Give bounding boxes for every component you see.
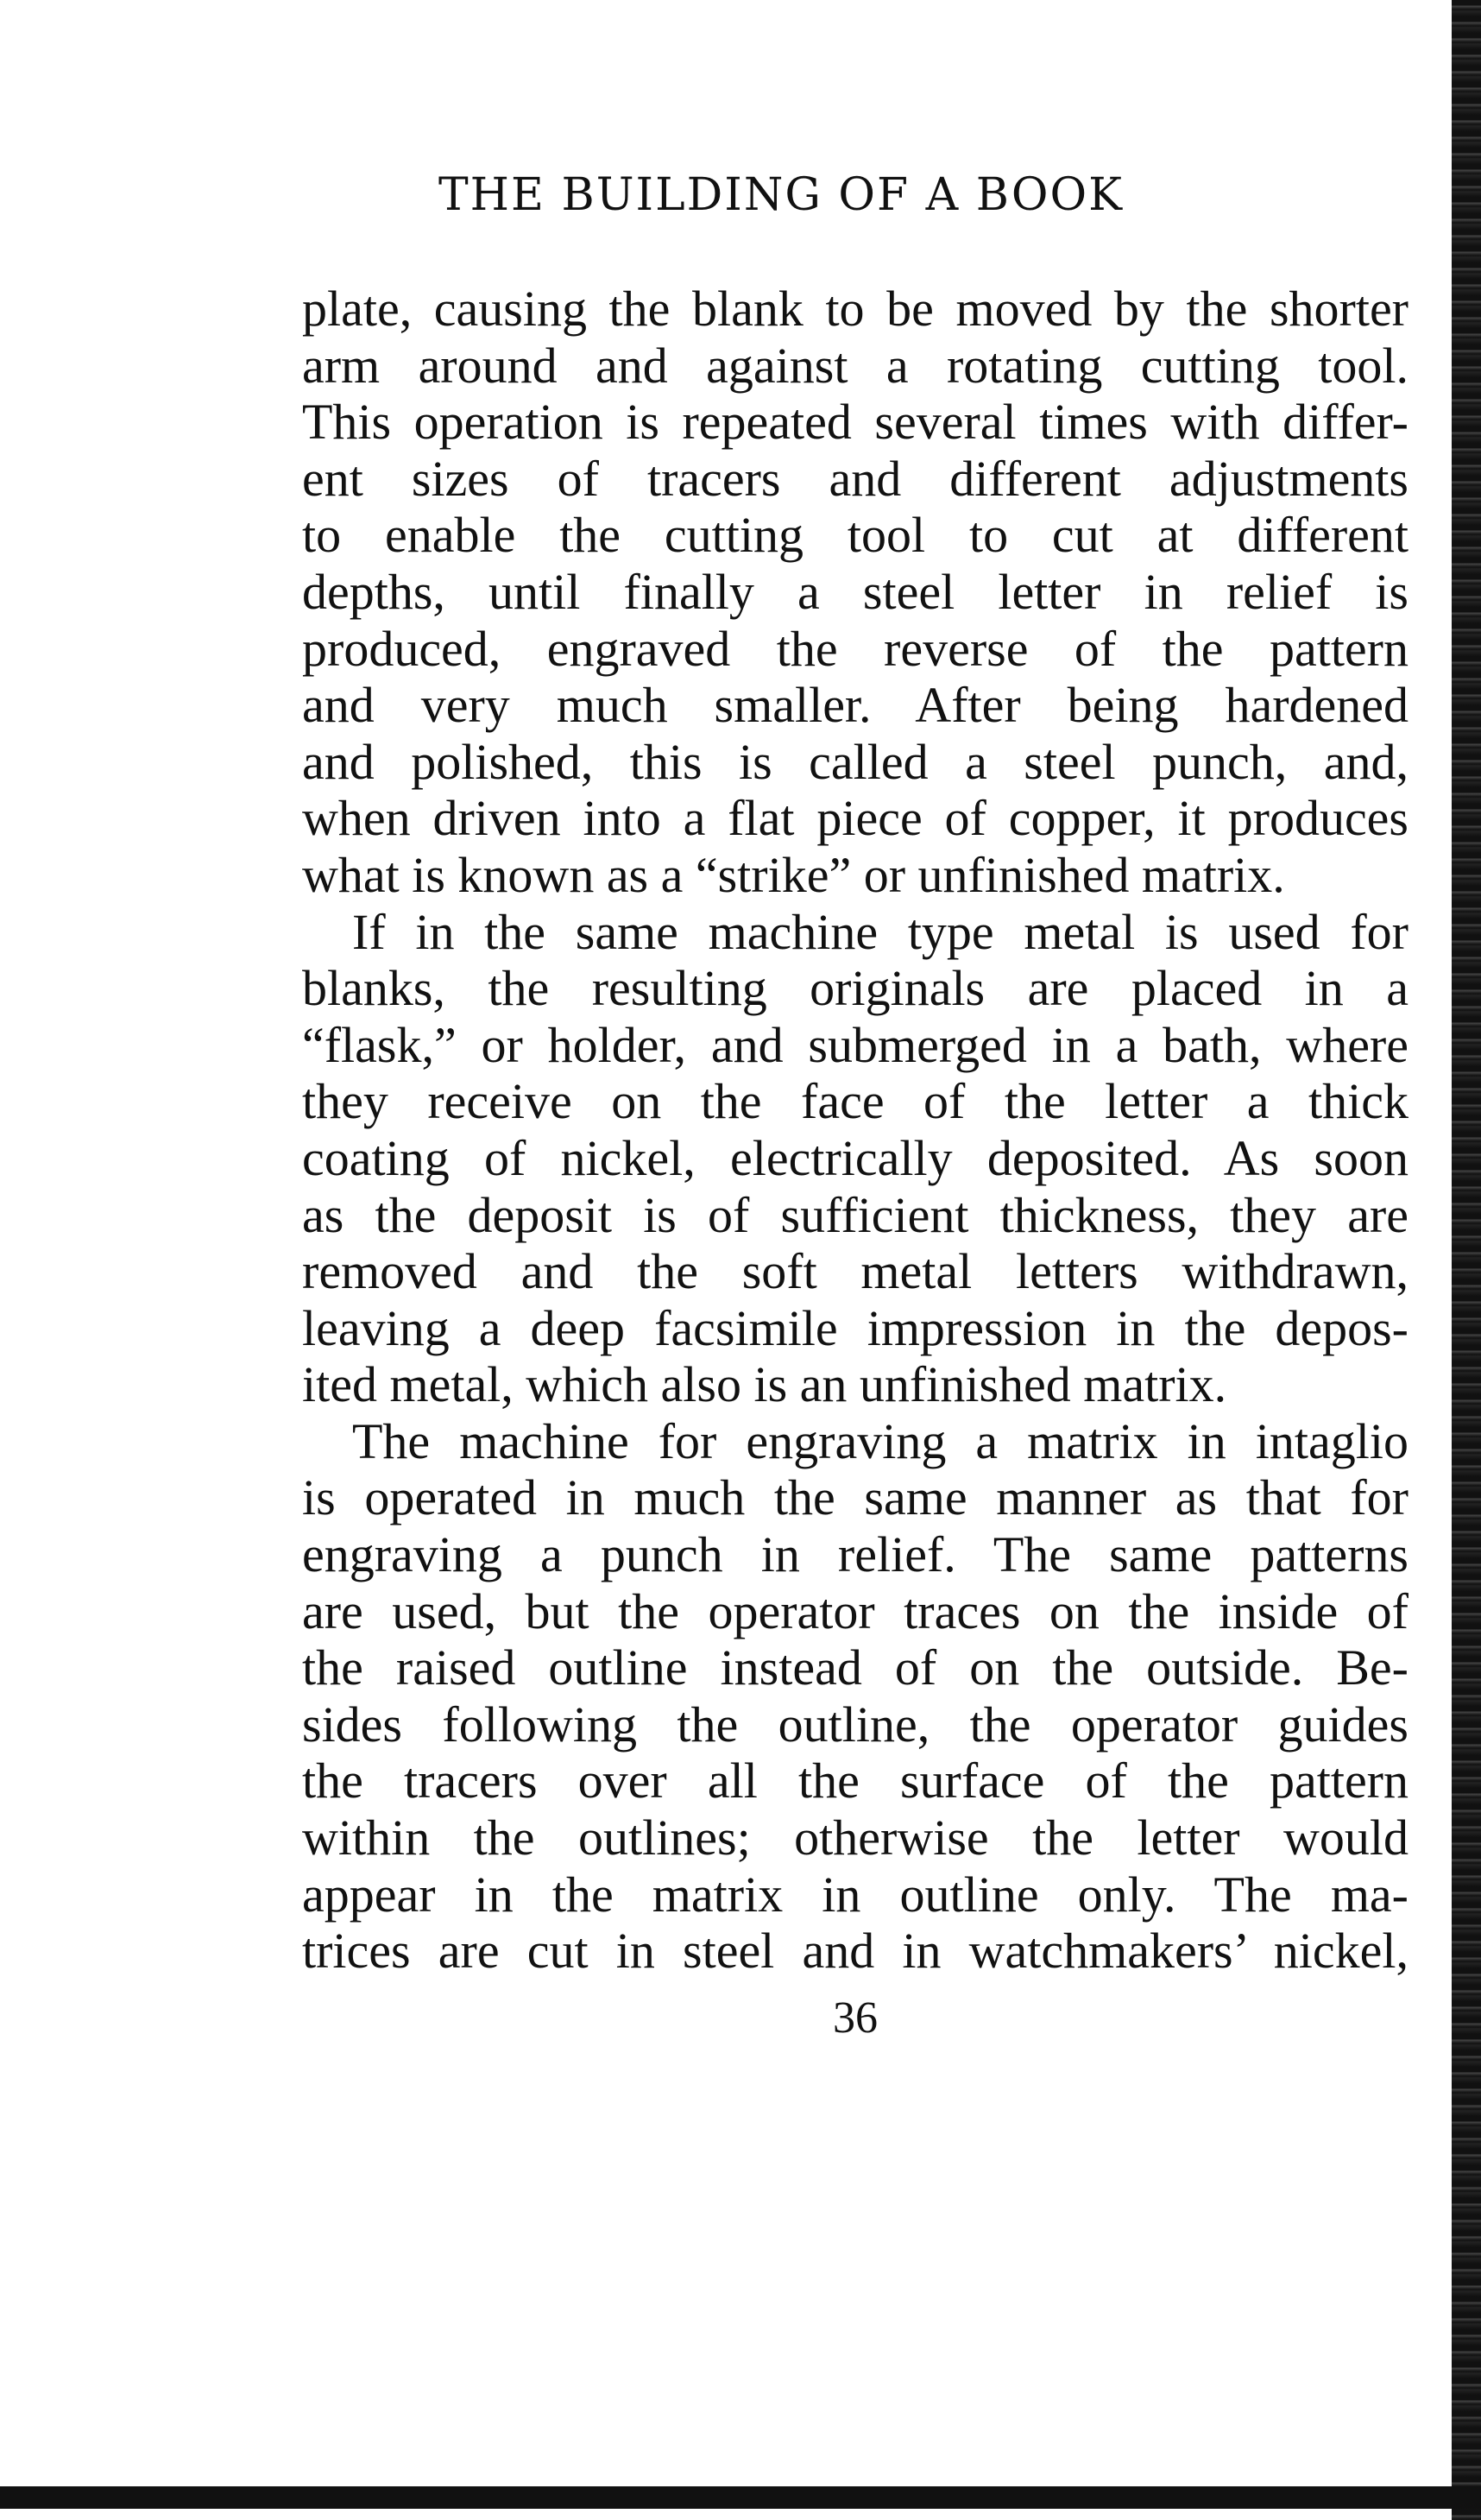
text-line: ited metal, which also is an unfinished matrix. <box>302 1356 1227 1413</box>
text-line: arm around and against a rotating cutting tool. <box>302 337 1409 394</box>
text-line: is operated in much the same manner as that for <box>302 1469 1409 1526</box>
text-line: plate, causing the blank to be moved by the shorter <box>302 281 1409 337</box>
text-line: “flask,” or holder, and submerged in a bath, where <box>302 1016 1409 1073</box>
text-line: coating of nickel, electrically deposited. As soon <box>302 1129 1409 1186</box>
text-line: produced, engraved the reverse of the pattern <box>302 620 1409 677</box>
text-line: appear in the matrix in outline only. The ma- <box>302 1866 1409 1923</box>
text-line: trices are cut in steel and in watchmakers’ nickel, <box>302 1923 1409 1980</box>
text-line: are used, but the operator traces on the inside of <box>302 1582 1409 1639</box>
text-line: This operation is repeated several times with differ- <box>302 394 1409 451</box>
page-edge-shadow <box>1452 0 1481 2520</box>
running-head: THE BUILDING OF A BOOK <box>438 169 1125 221</box>
body-text <box>302 281 1409 1980</box>
text-line: removed and the soft metal letters withdrawn, <box>302 1243 1409 1300</box>
text-line: depths, until finally a steel letter in relief is <box>302 563 1409 620</box>
text-line: when driven into a flat piece of copper, it produces <box>302 790 1409 847</box>
page-bottom-edge <box>0 2486 1481 2509</box>
text-line: what is known as a “strike” or unfinished matrix. <box>302 846 1285 903</box>
text-line: the raised outline instead of on the outside. Be- <box>302 1639 1409 1696</box>
text-line: sides following the outline, the operator guides <box>302 1696 1409 1753</box>
text-line: If in the same machine type metal is used for <box>352 903 1409 960</box>
text-line: The machine for engraving a matrix in intaglio <box>352 1412 1409 1469</box>
text-line: leaving a deep facsimile impression in the depos- <box>302 1299 1409 1356</box>
text-line: engraving a punch in relief. The same patterns <box>302 1526 1409 1583</box>
text-line: to enable the cutting tool to cut at different <box>302 507 1409 564</box>
text-line: they receive on the face of the letter a thick <box>302 1073 1409 1130</box>
text-line: blanks, the resulting originals are placed in a <box>302 960 1409 1017</box>
text-line: within the outlines; otherwise the letter would <box>302 1809 1409 1866</box>
page-number: 36 <box>833 1993 878 2043</box>
text-line: the tracers over all the surface of the pattern <box>302 1753 1409 1809</box>
text-line: ent sizes of tracers and different adjustments <box>302 450 1409 507</box>
text-line: as the deposit is of sufficient thickness, they are <box>302 1186 1409 1243</box>
text-line: and polished, this is called a steel punch, and, <box>302 733 1409 790</box>
text-line: and very much smaller. After being hardened <box>302 677 1409 734</box>
